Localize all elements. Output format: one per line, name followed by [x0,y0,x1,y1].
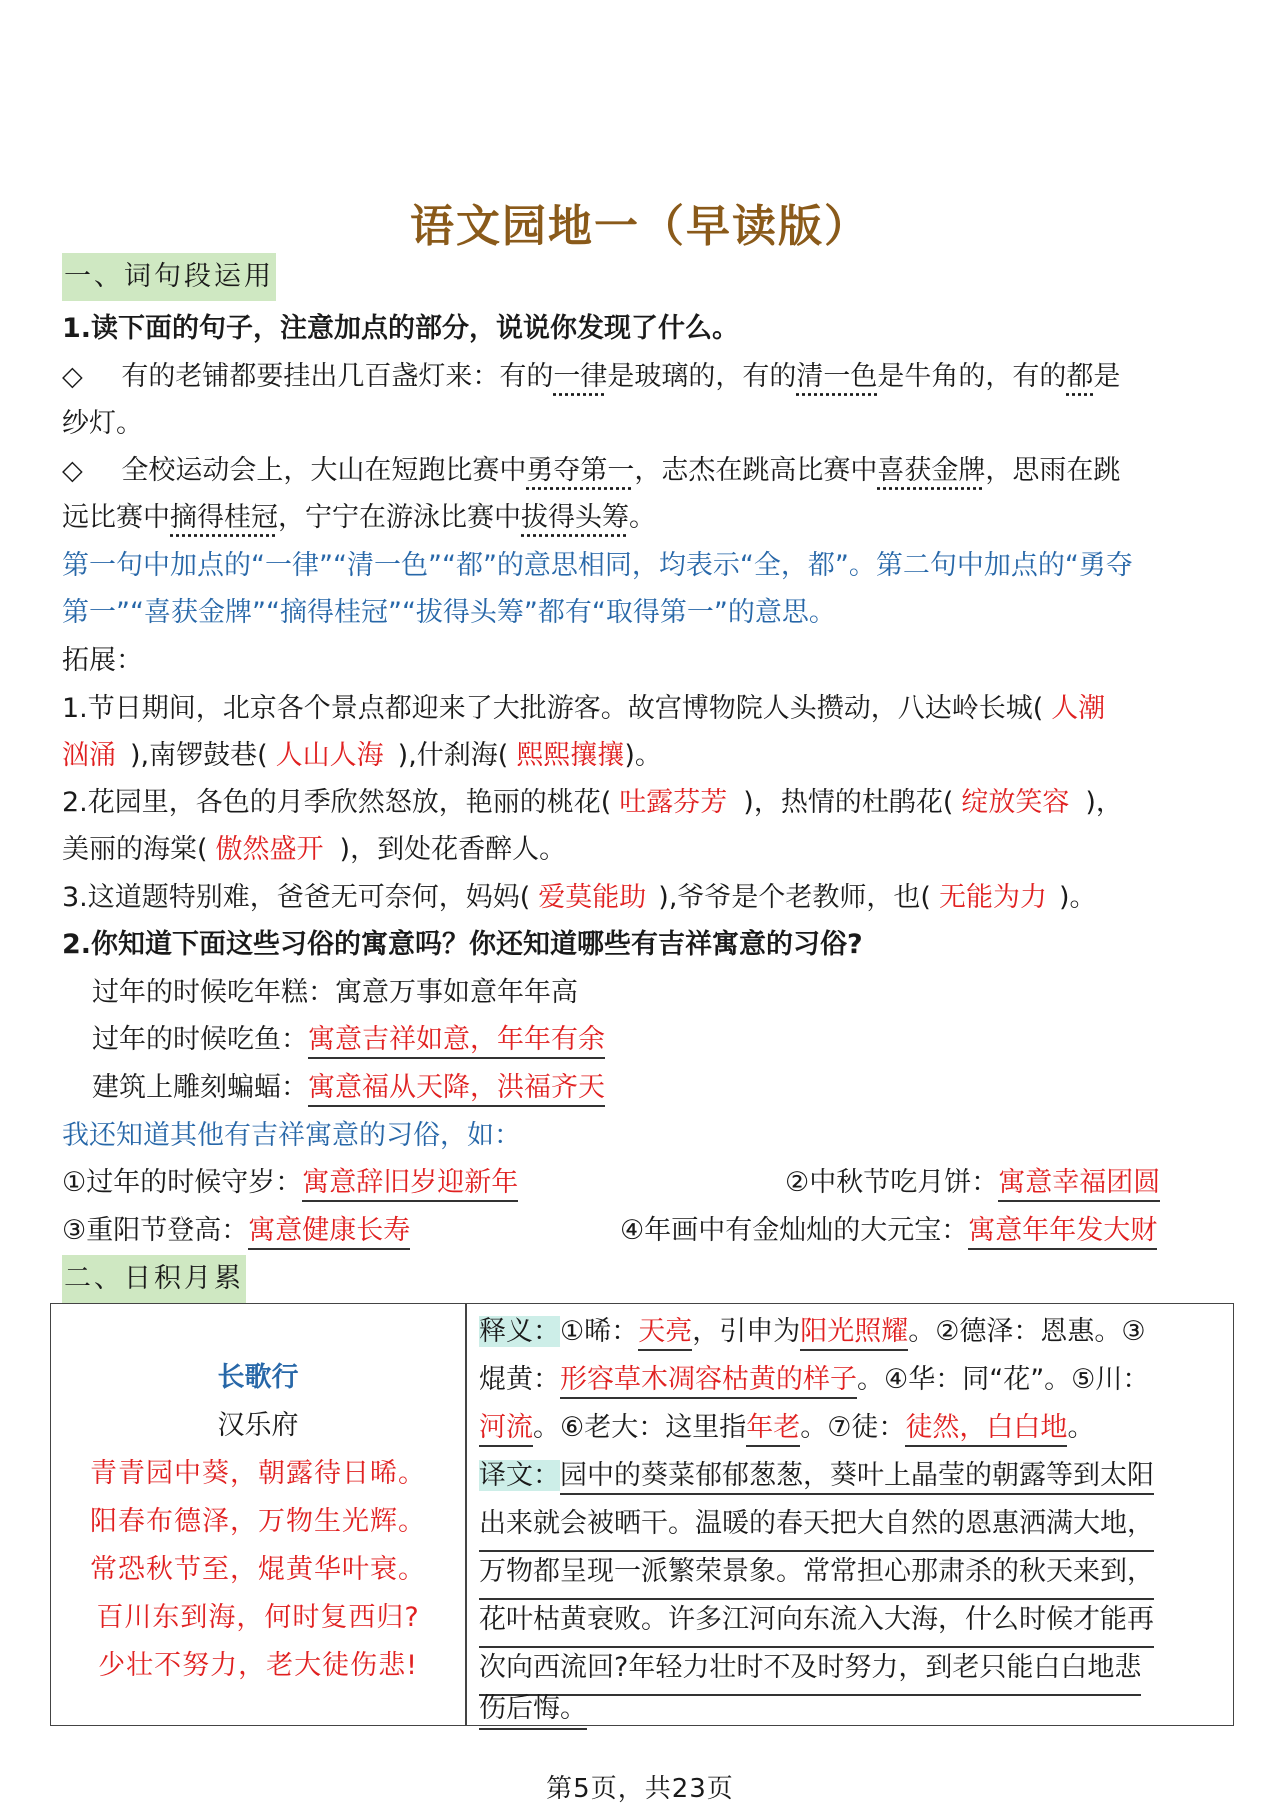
translation-line-5: 次向西流回?年轻力壮时不及时努力，到老只能白白地悲 [479,1644,1141,1696]
text: )，热情的杜鹃花( [743,787,954,818]
explanation-line-3 [479,1404,1094,1452]
poem-line: 常恐秋节至，焜黄华叶衰。 [90,1554,426,1585]
answer-text: 绽放笑容 [961,787,1070,818]
poem-line: 百川东到海，何时复西归? [96,1602,420,1633]
diamond-icon: ◇ [62,455,83,486]
poem-title: 长歌行 [217,1362,299,1393]
translation-line-3: 万物都呈现一派繁荣景象。常常担心那肃杀的秋天来到， [479,1548,1154,1600]
custom-label: ④年画中有金灿灿的大元宝： [620,1215,969,1246]
question-1: 1.读下面的句子，注意加点的部分，说说你发现了什么。 [62,313,740,344]
dotted-word [553,361,607,392]
explanation-line-2 [479,1356,1149,1404]
expand-3 [62,874,1218,921]
custom-label: 过年的时候吃鱼： [92,1024,308,1055]
answer-text: 天亮 [638,1316,692,1351]
poem-line: 少壮不努力，老大徒伤悲! [98,1650,418,1681]
answer-text: 熙熙攘攘 [516,740,625,771]
answer-text: 爱莫能助 [538,882,647,913]
text: 全校运动会上，大山在短跑比赛中 [121,455,527,486]
shiyi-label: 释义： [479,1316,560,1347]
page-title: 语文园地一（早读版） [410,201,870,252]
custom-label: ①过年的时候守岁： [62,1167,303,1198]
expand-1-line-2 [62,732,1218,779]
more-custom-3 [62,1207,410,1254]
dotted-text: 勇夺第一 [526,455,635,486]
text: ，宁宁在游泳比赛中 [278,502,521,533]
expand-2-line-1 [62,779,1218,826]
custom-2 [92,1016,1218,1063]
text: 3.这道题特别难，爸爸无可奈何，妈妈( [62,882,531,913]
section-heading-2: 二、日积月累 [62,1255,246,1303]
text: 。④华：同“花”。⑤川： [857,1364,1150,1395]
more-customs-intro: 我还知道其他有吉祥寓意的习俗，如： [62,1120,521,1151]
question-2: 2.你知道下面这些习俗的寓意吗？你还知道哪些有吉祥寓意的习俗? [62,929,863,960]
dotted-text: 清一色 [796,361,878,392]
translation-line-4: 花叶枯黄衰败。许多江河向东流入大海，什么时候才能再 [479,1596,1154,1648]
section-heading-1: 一、词句段运用 [62,253,276,301]
custom-1: 过年的时候吃年糕：寓意万事如意年年高 [92,977,578,1008]
answer-text: 人山人海 [275,740,384,771]
text: 美丽的海棠( [62,834,208,865]
text: ，思雨在跳 [985,455,1121,486]
text: 是牛角的，有的 [877,361,1067,392]
custom-label: ③重阳节登高： [62,1215,249,1246]
custom-label: 建筑上雕刻蝙蝠： [92,1072,308,1103]
text: ),南锣鼓巷( [130,740,268,771]
text: )。 [1058,882,1097,913]
text: 。⑦徒： [800,1412,906,1443]
answer-text: 寓意幸福团圆 [998,1167,1160,1202]
answer-text: 傲然盛开 [215,834,324,865]
page-footer: 第5页，共23页 [546,1774,734,1804]
text: 是玻璃的，有的 [607,361,797,392]
more-custom-4 [620,1207,1157,1254]
custom-3 [92,1064,1218,1111]
answer-1-line-2: 第一”“喜获金牌”“摘得桂冠”“拔得头筹”都有“取得第一”的意思。 [62,597,836,628]
dotted-text: 都 [1066,361,1094,392]
poem-table [50,1303,1234,1726]
answer-text: 寓意辞旧岁迎新年 [302,1167,518,1202]
poem-line: 阳春布德泽，万物生光辉。 [90,1506,426,1537]
translation-line-1 [479,1452,1154,1500]
custom-label: ②中秋节吃月饼： [785,1167,999,1198]
poem-author: 汉乐府 [217,1410,299,1441]
sentence-1-line-2: 纱灯。 [62,408,143,439]
text: )， [1085,787,1123,818]
table-divider [465,1304,467,1725]
dotted-text: 一律 [553,361,608,392]
text: )，到处花香醉人。 [339,834,567,865]
more-custom-1 [62,1159,518,1206]
answer-text: 徒然，白白地 [905,1412,1067,1447]
explanation-line-1 [479,1308,1146,1356]
sentence-2-line-1 [62,447,1218,494]
dotted-text: 喜获金牌 [877,455,986,486]
text: 。②德泽：恩惠。③ [908,1316,1146,1347]
answer-text: 阳光照耀 [800,1316,908,1351]
text: ),什刹海( [397,740,509,771]
text: 。 [629,502,656,533]
dotted-text: 摘得桂冠 [170,502,278,533]
text: 焜黄： [479,1364,560,1395]
poem-line: 青青园中葵，朝露待日晞。 [90,1458,426,1489]
diamond-icon: ◇ [62,361,83,392]
answer-text: 年老 [746,1412,800,1447]
expand-2-line-2 [62,826,1218,873]
text: 。⑥老大：这里指 [533,1412,747,1443]
answer-text: 无能为力 [938,882,1047,913]
answer-text: 河流 [479,1412,533,1447]
answer-text: 寓意福从天降，洪福齐天 [308,1072,605,1107]
text: 是 [1093,361,1121,392]
dotted-text: 拔得头筹 [521,502,629,533]
expand-label: 拓展： [62,645,143,676]
text: ),爷爷是个老教师，也( [658,882,931,913]
text: ，引申为 [692,1316,801,1347]
answer-text: 寓意健康长寿 [248,1215,410,1250]
answer-1-line-1: 第一句中加点的“一律”“清一色”“都”的意思相同，均表示“全，都”。第二句中加点的“勇夺 [62,550,1133,581]
answer-text: 人潮 [1051,693,1106,724]
translation-line-2: 出来就会被晒干。温暖的春天把大自然的恩惠洒满大地， [479,1500,1154,1552]
sentence-2-line-2 [62,494,1218,541]
text: ，志杰在跳高比赛中 [634,455,878,486]
text: 远比赛中 [62,502,170,533]
more-custom-2 [785,1159,1160,1206]
answer-text: 寓意年年发大财 [968,1215,1157,1250]
text: 。 [1067,1412,1095,1443]
answer-text: 寓意吉祥如意，年年有余 [308,1024,605,1059]
translation-text: 园中的葵菜郁郁葱葱，葵叶上晶莹的朝露等到太阳 [560,1460,1154,1495]
answer-text: 吐露芬芳 [619,787,728,818]
text: 2.花园里，各色的月季欣然怒放，艳丽的桃花( [62,787,612,818]
text: 1.节日期间，北京各个景点都迎来了大批游客。故宫博物院人头攒动，八达岭长城( [62,693,1044,724]
yiwen-label: 译文： [479,1460,560,1491]
sentence-1-line-1 [62,353,1218,400]
text: ①晞： [560,1316,639,1347]
expand-1-line-1 [62,685,1218,732]
text: 有的老铺都要挂出几百盏灯来：有的 [121,361,554,392]
text: )。 [624,740,662,771]
answer-text: 形容草木凋容枯黄的样子 [560,1364,857,1399]
answer-text: 汹涌 [62,740,116,771]
translation-line-6: 伤后悔。 [479,1692,587,1730]
